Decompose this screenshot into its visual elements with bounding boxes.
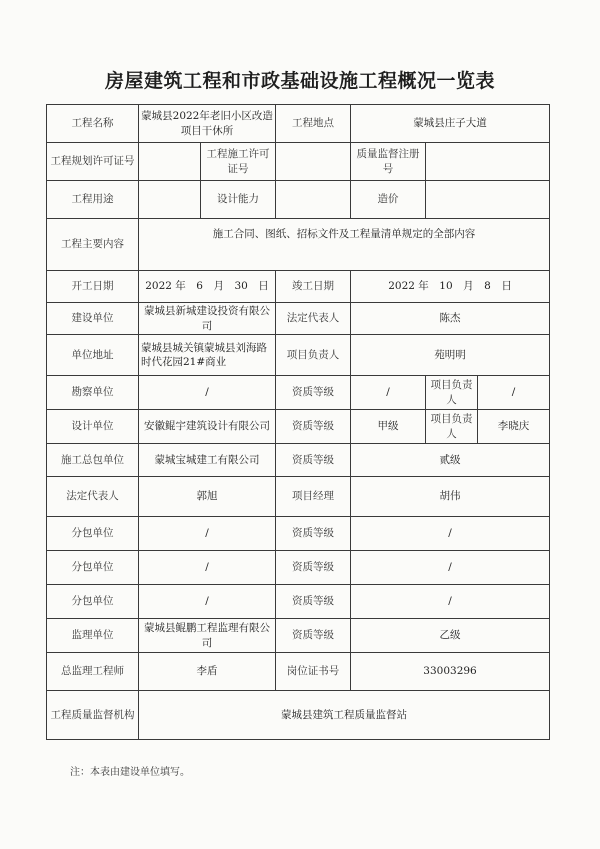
main-content-value: 施工合同、图纸、招标文件及工程量清单规定的全部内容: [139, 219, 550, 271]
unit-address-label: 单位地址: [47, 335, 139, 376]
design-unit-label: 设计单位: [47, 410, 139, 444]
design-capacity-label: 设计能力: [201, 181, 276, 219]
sub2-label: 分包单位: [47, 551, 139, 585]
design-lead-value: 李晓庆: [478, 410, 550, 444]
cert-no-label: 岗位证书号: [276, 653, 351, 691]
supervisor-qual-label: 资质等级: [276, 619, 351, 653]
quality-agency-label: 工程质量监督机构: [47, 691, 139, 740]
planning-permit-value: [139, 143, 201, 181]
table-row: [47, 376, 550, 410]
gc-legal-value: 郭旭: [139, 477, 276, 517]
supervisor-qual-value: 乙级: [351, 619, 550, 653]
table-row: [47, 551, 550, 585]
general-contractor-label: 施工总包单位: [47, 444, 139, 477]
survey-qual-label: 资质等级: [276, 376, 351, 410]
purpose-value: [139, 181, 201, 219]
chief-supervisor-label: 总监理工程师: [47, 653, 139, 691]
general-contractor-value: 蒙城宝城建工有限公司: [139, 444, 276, 477]
unit-address-value: 蒙城县城关镇蒙城县刘海路时代花园21#商业: [139, 335, 276, 376]
table-row: [47, 105, 550, 143]
design-qual-label: 资质等级: [276, 410, 351, 444]
sub1-value: /: [139, 517, 276, 551]
legal-rep-value: 陈杰: [351, 303, 550, 335]
project-location-value: 蒙城县庄子大道: [351, 105, 550, 143]
sub3-value: /: [139, 585, 276, 619]
survey-lead-label: 项目负责人: [426, 376, 478, 410]
supervisor-value: 蒙城县鲲鹏工程监理有限公司: [139, 619, 276, 653]
end-date-value: 2022 年 10 月 8 日: [351, 271, 550, 303]
builder-label: 建设单位: [47, 303, 139, 335]
sub1-label: 分包单位: [47, 517, 139, 551]
gc-qual-value: 贰级: [351, 444, 550, 477]
design-lead-label: 项目负责人: [426, 410, 478, 444]
sub2-value: /: [139, 551, 276, 585]
table-row: [47, 143, 550, 181]
table-row: [47, 653, 550, 691]
table-row: [47, 517, 550, 551]
quality-reg-value: [426, 143, 550, 181]
survey-lead-value: /: [478, 376, 550, 410]
table-row: [47, 303, 550, 335]
sub2-qual-label: 资质等级: [276, 551, 351, 585]
table-row: [47, 271, 550, 303]
sub3-label: 分包单位: [47, 585, 139, 619]
chief-supervisor-value: 李盾: [139, 653, 276, 691]
table-row: [47, 477, 550, 517]
gc-manager-label: 项目经理: [276, 477, 351, 517]
sub2-qual-value: /: [351, 551, 550, 585]
table-row: [47, 619, 550, 653]
cost-value: [426, 181, 550, 219]
end-date-label: 竣工日期: [276, 271, 351, 303]
quality-agency-value: 蒙城县建筑工程质量监督站: [139, 691, 550, 740]
sub3-qual-value: /: [351, 585, 550, 619]
table-row: [47, 181, 550, 219]
start-date-value: 2022 年 6 月 30 日: [139, 271, 276, 303]
sub1-qual-value: /: [351, 517, 550, 551]
table-row: [47, 410, 550, 444]
design-unit-value: 安徽鲲宇建筑设计有限公司: [139, 410, 276, 444]
project-name-value: 蒙城县2022年老旧小区改造项目干休所: [139, 105, 276, 143]
survey-qual-value: /: [351, 376, 426, 410]
page-title: 房屋建筑工程和市政基础设施工程概况一览表: [104, 70, 495, 92]
start-date-label: 开工日期: [47, 271, 139, 303]
construction-permit-value: [276, 143, 351, 181]
gc-manager-value: 胡伟: [351, 477, 550, 517]
project-location-label: 工程地点: [276, 105, 351, 143]
survey-unit-value: /: [139, 376, 276, 410]
legal-rep-label: 法定代表人: [276, 303, 351, 335]
quality-reg-label: 质量监督注册号: [351, 143, 426, 181]
sub1-qual-label: 资质等级: [276, 517, 351, 551]
builder-value: 蒙城县新城建设投资有限公司: [139, 303, 276, 335]
gc-qual-label: 资质等级: [276, 444, 351, 477]
table-row: [47, 335, 550, 376]
planning-permit-label: 工程规划许可证号: [47, 143, 139, 181]
supervisor-label: 监理单位: [47, 619, 139, 653]
cert-no-value: 33003296: [351, 653, 550, 691]
purpose-label: 工程用途: [47, 181, 139, 219]
design-capacity-value: [276, 181, 351, 219]
gc-legal-label: 法定代表人: [47, 477, 139, 517]
design-qual-value: 甲级: [351, 410, 426, 444]
cost-label: 造价: [351, 181, 426, 219]
footnote: 注：本表由建设单位填写。: [70, 767, 190, 778]
survey-unit-label: 勘察单位: [47, 376, 139, 410]
project-lead-value: 苑明明: [351, 335, 550, 376]
table-row: [47, 219, 550, 271]
project-lead-label: 项目负责人: [276, 335, 351, 376]
sub3-qual-label: 资质等级: [276, 585, 351, 619]
main-content-label: 工程主要内容: [47, 219, 139, 271]
project-name-label: 工程名称: [47, 105, 139, 143]
construction-permit-label: 工程施工许可证号: [201, 143, 276, 181]
project-overview-table: [46, 104, 550, 740]
table-row: [47, 691, 550, 740]
table-row: [47, 444, 550, 477]
table-row: [47, 585, 550, 619]
